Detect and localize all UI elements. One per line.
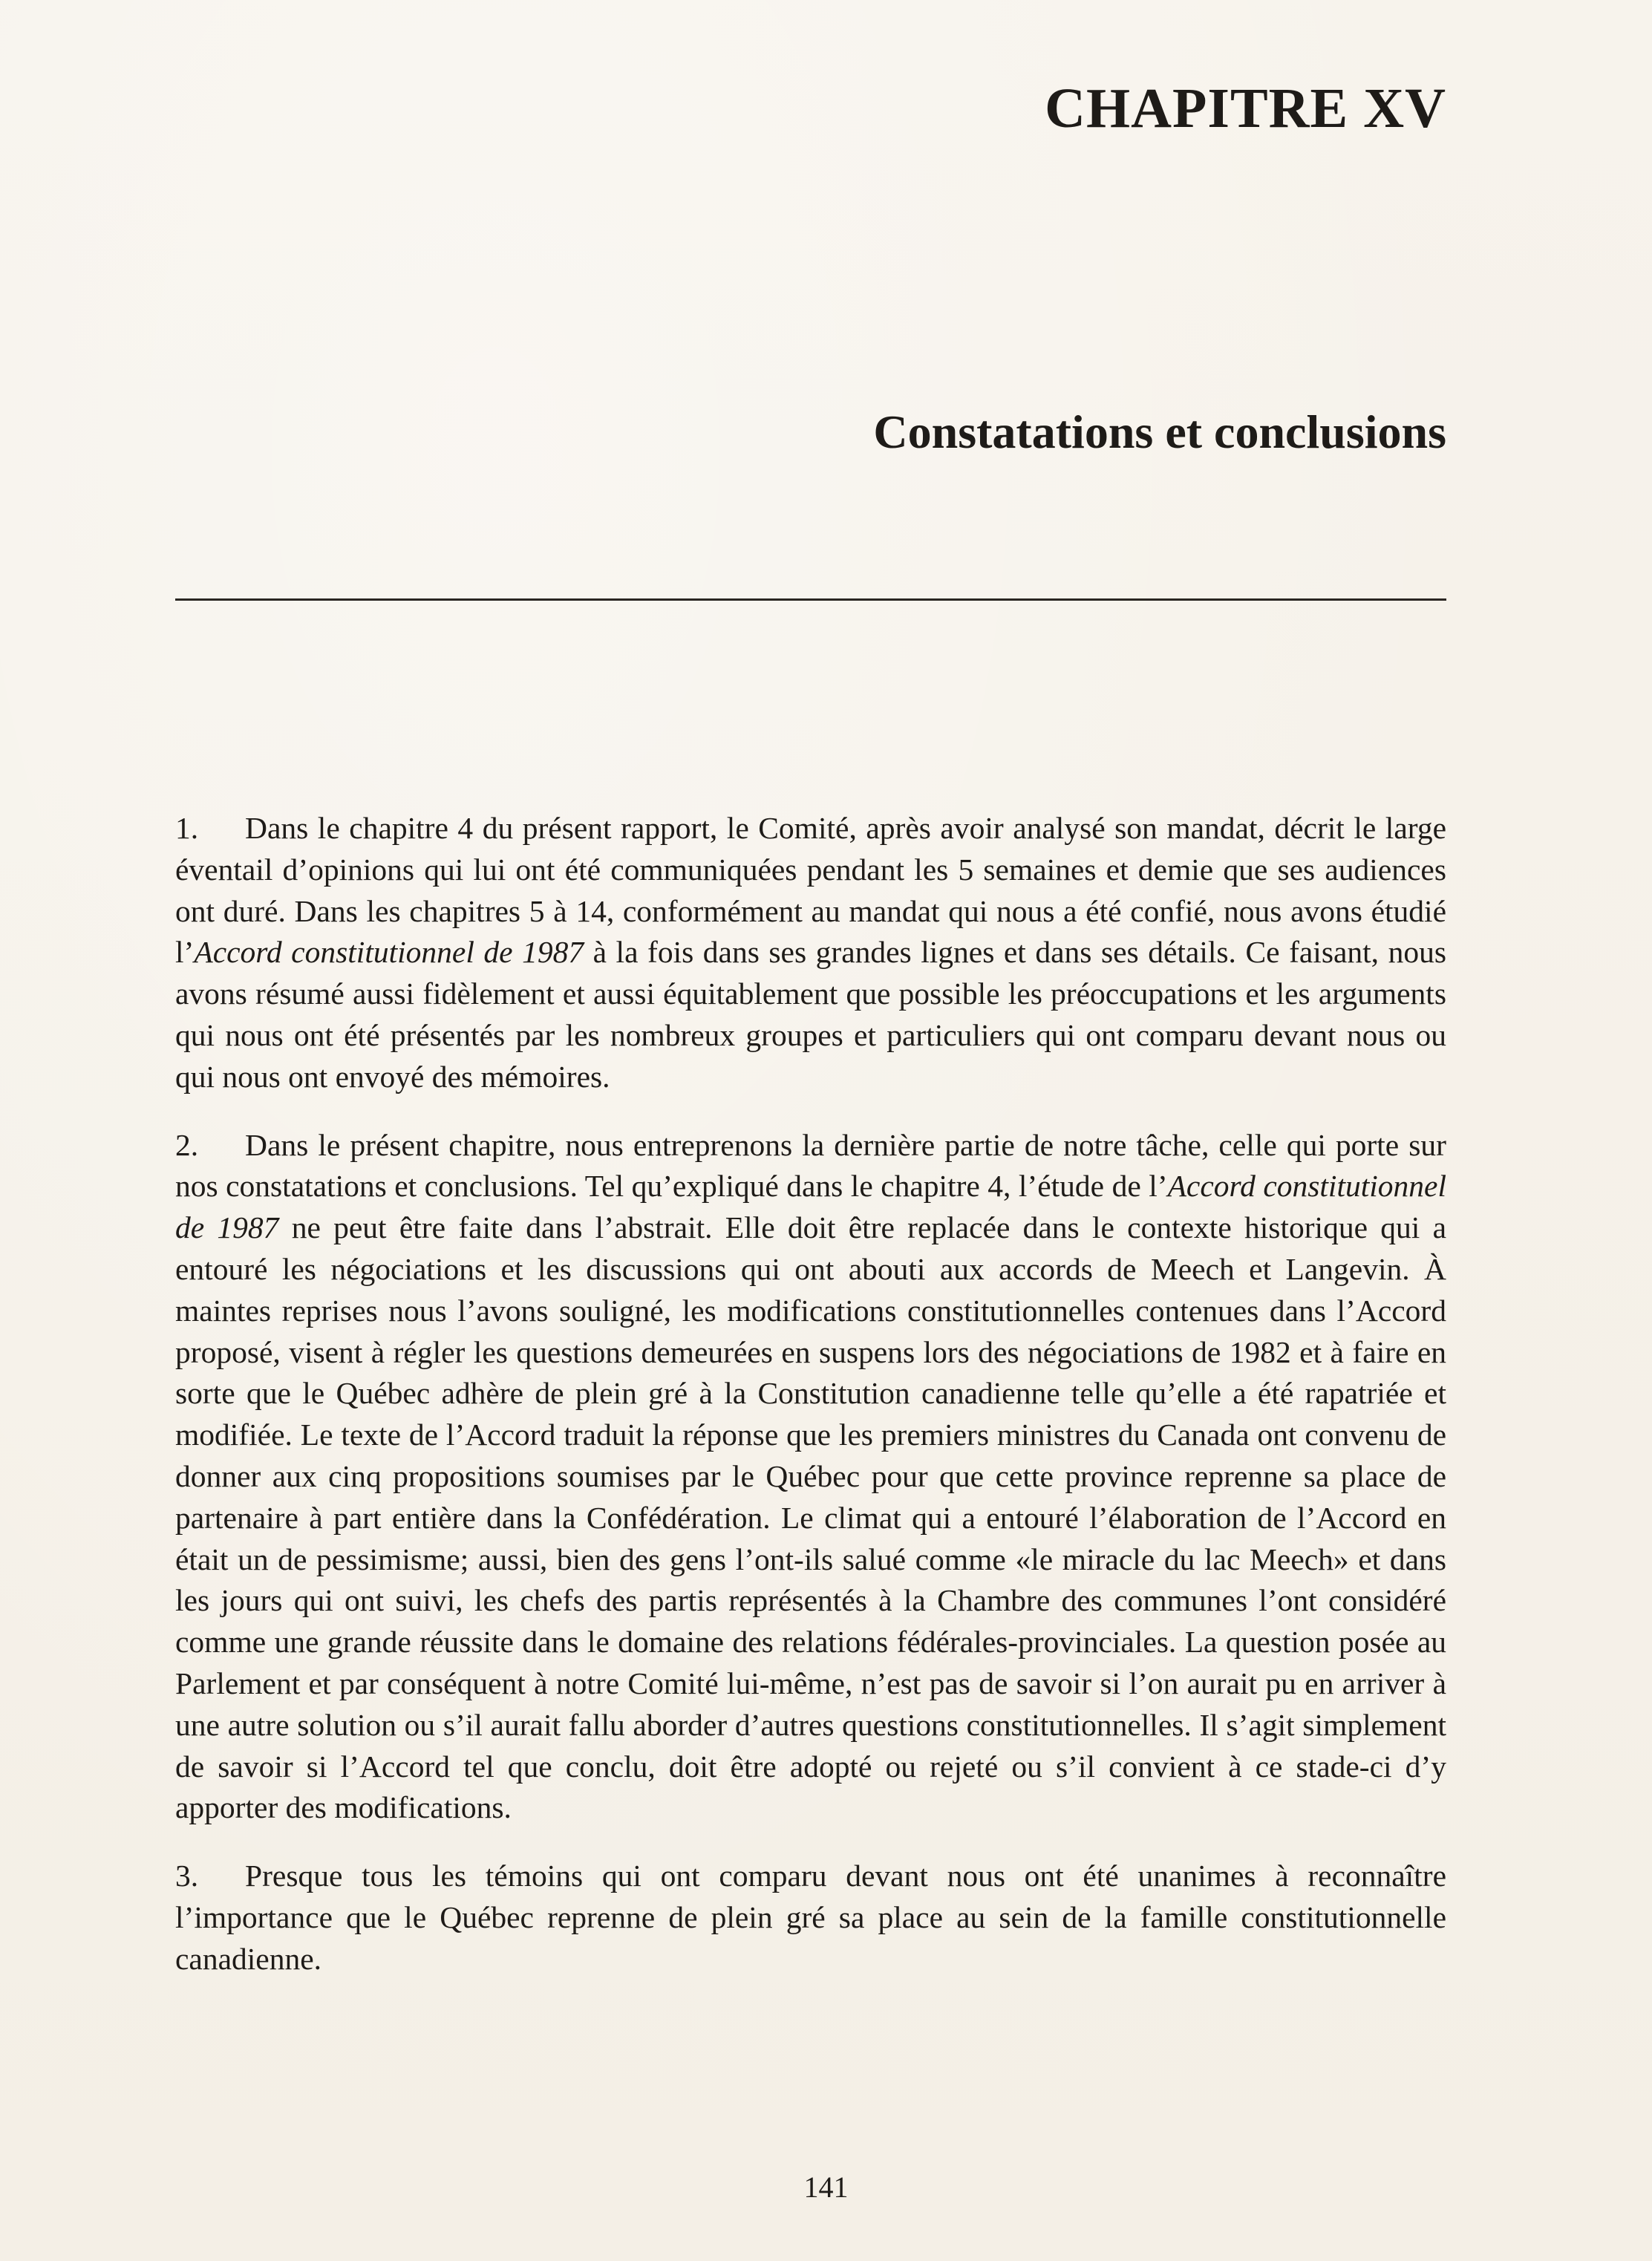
italic-title: Accord constitutionnel de 1987 — [194, 935, 584, 970]
paragraph-1 — [175, 808, 1446, 1098]
paragraph-text: Dans le présent chapitre, nous entreprenons la dernière partie de notre tâche, celle qui porte sur nos constatations et conclusions. Tel qu’expliqué dans le chapitre 4, l’étude de l’ — [175, 1127, 1446, 1204]
paragraph-text: Dans le chapitre 4 du présent rapport, le Comité, après avoir analysé son mandat, décrit le large éventail d’opinions qui lui ont été communiquées pendant les 5 semaines et demie que ses audiences ont duré. Dans les chapitres 5 à 14, conformément au mandat qui nous a été confié, nous avons étudié l’ — [175, 811, 1446, 970]
chapter-title: Constatations et conclusions — [873, 405, 1446, 458]
chapter-number: CHAPITRE XV — [1045, 77, 1446, 140]
paragraph-text: Presque tous les témoins qui ont comparu devant nous ont été unanimes à reconnaître l’importance que le Québec reprenne de plein gré sa place au sein de la famille constitutionnelle canadienne. — [175, 1859, 1446, 1976]
paragraph-number: 2. — [175, 1127, 199, 1162]
paragraph-number: 1. — [175, 811, 199, 845]
paragraph-text: à la fois dans ses grandes lignes et dans ses détails. Ce faisant, nous avons résumé aussi fidèlement et aussi équitablement que possible les préoccupations et les arguments qui nous ont été présentés par les nombreux groupes et particuliers qui ont comparu devant nous ou qui nous ont envoyé des mémoires. — [175, 935, 1446, 1094]
paragraph-3 — [175, 1856, 1446, 1980]
paragraph-number: 3. — [175, 1859, 199, 1893]
paragraph-text: ne peut être faite dans l’abstrait. Elle doit être replacée dans le contexte historique qui a entouré les négociations et les discussions qui ont abouti aux accords de Meech et Langevin. À maintes reprises nous l’avons souligné, les modifications constitutionnelles contenues dans l’Accord proposé, visent à régler les questions demeurées en suspens lors des négociations de 1982 et à faire en sorte que le Québec adhère de plein gré à la Constitution canadienne telle qu’elle a été rapatriée et modifiée. Le texte de l’Accord traduit la réponse que les premiers ministres du Canada ont convenu de donner aux cinq propositions soumises par le Québec pour que cette province reprenne sa place de partenaire à part entière dans la Confédération. Le climat qui a entouré l’élaboration de l’Accord en était un de pessimisme; aussi, bien des gens l’ont-ils salué comme «le miracle du lac Meech» et dans les jours qui ont suivi, les chefs des partis représentés à la Chambre des communes l’ont considéré comme une grande réussite dans le domaine des relations fédérales-provinciales. La question posée au Parlement et par conséquent à notre Comité lui-même, n’est pas de savoir si l’on aurait pu en arriver à une autre solution ou s’il aurait fallu aborder d’autres questions constitutionnelles. Il s’agit simplement de savoir si l’Accord tel que conclu, doit être adopté ou rejeté ou s’il convient à ce stade-ci d’y apporter des modifications. — [175, 1210, 1446, 1825]
body-text — [175, 808, 1446, 2007]
title-divider — [175, 598, 1446, 601]
italic-title: Accord constitutionnel de 1987 — [175, 1169, 1446, 1245]
paragraph-2 — [175, 1125, 1446, 1830]
page-number: 141 — [803, 2170, 849, 2204]
